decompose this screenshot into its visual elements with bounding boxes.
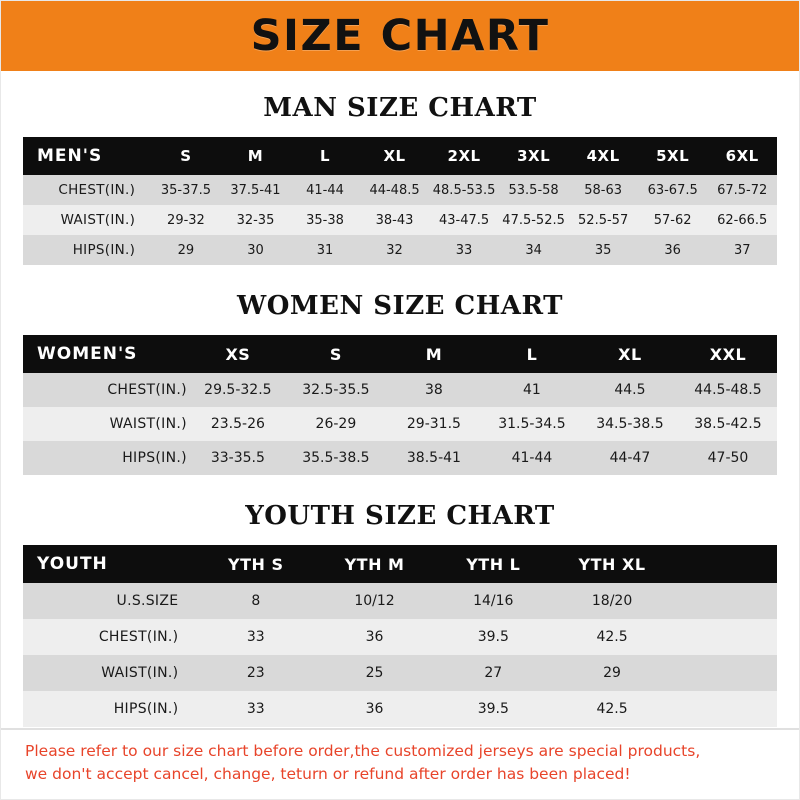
column-header-youth: YOUTH bbox=[37, 554, 108, 574]
cell-value: 27 bbox=[484, 665, 503, 681]
table-women-size-chart bbox=[23, 335, 777, 475]
table-header-row bbox=[23, 545, 777, 583]
cell-value: 29.5-32.5 bbox=[204, 382, 272, 398]
cell-value: 44.5 bbox=[614, 382, 646, 398]
header-banner bbox=[1, 1, 799, 71]
cell-value: 42.5 bbox=[596, 701, 628, 717]
cell-value: 37 bbox=[733, 242, 751, 258]
cell-value: 29-31.5 bbox=[406, 416, 461, 432]
table-body-women bbox=[23, 373, 777, 475]
table-body-man bbox=[23, 175, 777, 265]
column-header-size: 6XL bbox=[725, 147, 759, 165]
cell-value: 39.5 bbox=[477, 701, 509, 717]
cell-value: 35-37.5 bbox=[160, 182, 212, 198]
column-header-size: XXL bbox=[709, 344, 747, 364]
banner-stripe-left bbox=[1, 1, 206, 71]
table-row bbox=[23, 655, 777, 691]
cell-value: 38.5-42.5 bbox=[694, 416, 762, 432]
cell-value: 58-63 bbox=[584, 182, 623, 198]
cell-value: 32 bbox=[386, 242, 403, 258]
table-row bbox=[23, 407, 777, 441]
row-label: WAIST(IN.) bbox=[109, 416, 187, 432]
cell-spacer bbox=[671, 619, 777, 655]
cell-value: 44-47 bbox=[609, 450, 651, 466]
cell-value: 23.5-26 bbox=[210, 416, 265, 432]
cell-value: 33 bbox=[455, 242, 473, 258]
banner-stripe-right bbox=[594, 1, 799, 71]
section-youth-size-chart bbox=[1, 501, 799, 727]
column-header-size: YTH S bbox=[228, 554, 284, 574]
cell-value: 25 bbox=[365, 665, 384, 681]
row-label: CHEST(IN.) bbox=[58, 182, 136, 198]
cell-value: 18/20 bbox=[591, 593, 633, 609]
table-header-row bbox=[23, 137, 777, 175]
footer-note-line-2: we don't accept cancel, change, teturn or refund after order has been placed! bbox=[25, 764, 631, 783]
footer-note bbox=[1, 728, 799, 799]
cell-value: 47-50 bbox=[707, 450, 749, 466]
cell-value: 53.5-58 bbox=[508, 182, 559, 198]
cell-spacer bbox=[671, 655, 777, 691]
cell-value: 37.5-41 bbox=[230, 182, 281, 198]
column-header-size: 3XL bbox=[517, 147, 551, 165]
cell-value: 48.5-53.5 bbox=[432, 182, 496, 198]
column-header-size: YTH M bbox=[344, 554, 405, 574]
cell-value: 38.5-41 bbox=[406, 450, 461, 466]
row-label: HIPS(IN.) bbox=[122, 450, 187, 466]
table-row bbox=[23, 175, 777, 205]
table-man-size-chart bbox=[23, 137, 777, 265]
cell-value: 67.5-72 bbox=[717, 182, 768, 198]
cell-value: 35.5-38.5 bbox=[302, 450, 370, 466]
cell-value: 8 bbox=[251, 593, 261, 609]
cell-value: 62-66.5 bbox=[717, 212, 768, 228]
cell-spacer bbox=[671, 583, 777, 619]
cell-value: 26-29 bbox=[315, 416, 357, 432]
cell-value: 31.5-34.5 bbox=[498, 416, 566, 432]
row-label: CHEST(IN.) bbox=[107, 382, 187, 398]
column-header-womens: WOMEN'S bbox=[37, 344, 138, 364]
column-header-size: S bbox=[329, 344, 342, 364]
row-label: CHEST(IN.) bbox=[98, 629, 179, 645]
row-label: U.S.SIZE bbox=[116, 593, 179, 609]
column-header-size: M bbox=[425, 344, 443, 364]
column-header-size: XL bbox=[383, 147, 406, 165]
cell-value: 44.5-48.5 bbox=[694, 382, 762, 398]
cell-value: 38-43 bbox=[375, 212, 414, 228]
column-header-size: YTH L bbox=[466, 554, 521, 574]
section-man-size-chart bbox=[1, 93, 799, 265]
table-row bbox=[23, 205, 777, 235]
cell-value: 29-32 bbox=[167, 212, 205, 228]
cell-value: 57-62 bbox=[653, 212, 692, 228]
row-label: HIPS(IN.) bbox=[113, 701, 179, 717]
cell-value: 34 bbox=[525, 242, 542, 258]
column-header-size: S bbox=[180, 147, 192, 165]
table-row bbox=[23, 441, 777, 475]
table-youth-size-chart bbox=[23, 545, 777, 727]
cell-value: 29 bbox=[177, 242, 195, 258]
cell-value: 44-48.5 bbox=[369, 182, 420, 198]
cell-value: 52.5-57 bbox=[578, 212, 629, 228]
table-row bbox=[23, 619, 777, 655]
cell-value: 63-67.5 bbox=[647, 182, 698, 198]
cell-value: 36 bbox=[365, 701, 384, 717]
column-header-mens: MEN'S bbox=[37, 146, 103, 166]
column-header-size: M bbox=[247, 147, 264, 165]
cell-value: 23 bbox=[246, 665, 265, 681]
section-title-women: WOMEN SIZE CHART bbox=[237, 291, 563, 321]
cell-value: 33 bbox=[246, 701, 265, 717]
column-header-size: XL bbox=[618, 344, 642, 364]
cell-value: 41 bbox=[523, 382, 541, 398]
section-women-size-chart bbox=[1, 291, 799, 475]
column-header-size: L bbox=[319, 147, 331, 165]
section-title-man: MAN SIZE CHART bbox=[263, 93, 537, 123]
cell-value: 41-44 bbox=[306, 182, 344, 198]
cell-value: 38 bbox=[425, 382, 443, 398]
cell-value: 34.5-38.5 bbox=[596, 416, 664, 432]
row-label: WAIST(IN.) bbox=[101, 665, 179, 681]
table-head-women bbox=[23, 335, 777, 373]
cell-value: 35-38 bbox=[306, 212, 344, 228]
table-head-youth bbox=[23, 545, 777, 583]
column-header-size: 4XL bbox=[586, 147, 620, 165]
table-head-man bbox=[23, 137, 777, 175]
cell-value: 32.5-35.5 bbox=[302, 382, 370, 398]
column-header-size: XS bbox=[225, 344, 251, 364]
cell-value: 41-44 bbox=[511, 450, 553, 466]
column-header-size: 5XL bbox=[656, 147, 690, 165]
cell-value: 33-35.5 bbox=[210, 450, 265, 466]
table-row bbox=[23, 583, 777, 619]
cell-value: 14/16 bbox=[473, 593, 514, 609]
cell-value: 33 bbox=[246, 629, 265, 645]
cell-spacer bbox=[671, 691, 777, 727]
cell-value: 31 bbox=[316, 242, 334, 258]
column-header-size: YTH XL bbox=[578, 554, 646, 574]
table-row bbox=[23, 373, 777, 407]
table-row bbox=[23, 691, 777, 727]
cell-value: 10/12 bbox=[354, 593, 395, 609]
cell-value: 39.5 bbox=[477, 629, 509, 645]
cell-value: 43-47.5 bbox=[438, 212, 490, 228]
cell-value: 35 bbox=[594, 242, 612, 258]
footer-note-line-1: Please refer to our size chart before order,the customized jerseys are special products, bbox=[25, 742, 701, 761]
table-row bbox=[23, 235, 777, 265]
column-header-spacer bbox=[671, 545, 777, 583]
cell-value: 36 bbox=[664, 242, 681, 258]
cell-value: 47.5-52.5 bbox=[502, 212, 565, 228]
cell-value: 29 bbox=[603, 665, 621, 681]
column-header-size: 2XL bbox=[447, 147, 481, 165]
cell-value: 36 bbox=[365, 629, 384, 645]
section-title-youth: YOUTH SIZE CHART bbox=[245, 501, 555, 531]
cell-value: 42.5 bbox=[596, 629, 628, 645]
table-body-youth bbox=[23, 583, 777, 727]
cell-value: 32-35 bbox=[236, 212, 275, 228]
page-title: SIZE CHART bbox=[250, 11, 550, 61]
column-header-size: L bbox=[526, 344, 538, 364]
cell-value: 30 bbox=[247, 242, 264, 258]
row-label: HIPS(IN.) bbox=[72, 242, 136, 258]
table-header-row bbox=[23, 335, 777, 373]
row-label: WAIST(IN.) bbox=[60, 212, 136, 228]
